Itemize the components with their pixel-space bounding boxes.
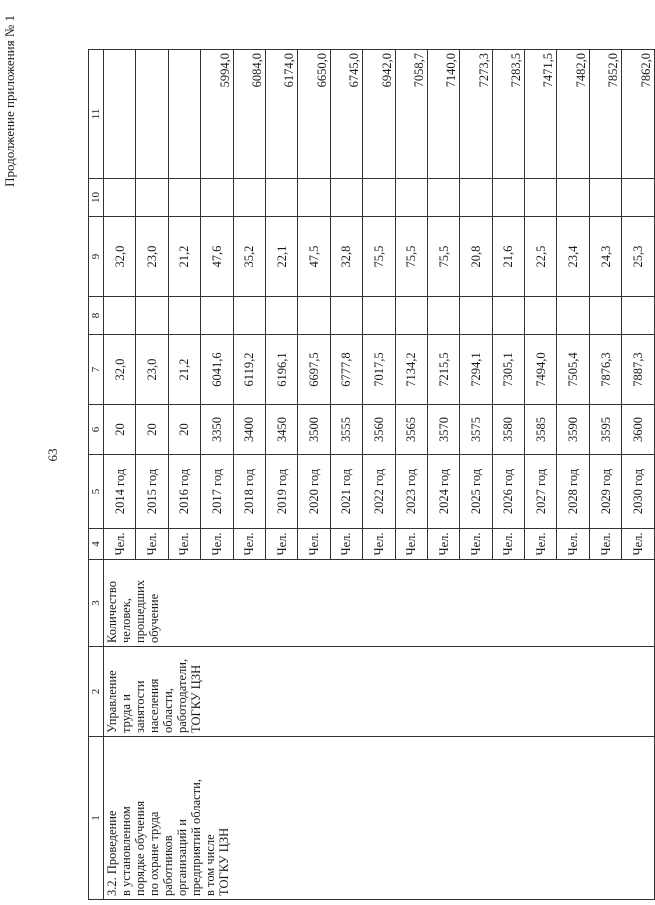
local-cell [427,179,459,217]
total-cell: 23,0 [136,335,168,405]
unit-cell: Чел. [168,529,200,560]
extrabudget-cell: 6942,0 [363,50,395,179]
total-cell: 6041,6 [201,335,233,405]
target-cell: 3570 [427,405,459,455]
local-cell [330,179,362,217]
local-cell [557,179,589,217]
unit-cell: Чел. [395,529,427,560]
unit-cell: Чел. [265,529,297,560]
federal-cell [136,297,168,335]
regional-cell: 35,2 [233,217,265,297]
target-cell: 3350 [201,405,233,455]
local-cell [136,179,168,217]
total-cell: 7305,1 [492,335,524,405]
year-cell: 2019 год [265,455,297,529]
unit-cell: Чел. [233,529,265,560]
federal-cell [557,297,589,335]
regional-cell: 20,8 [460,217,492,297]
year-cell: 2030 год [622,455,654,529]
federal-cell [525,297,557,335]
target-cell: 3575 [460,405,492,455]
table-row [104,50,136,900]
local-cell [622,179,654,217]
federal-cell [492,297,524,335]
continuation-note: Продолжение приложения № 1 [2,15,17,187]
page-number: 63 [45,448,60,462]
target-cell: 3565 [395,405,427,455]
regional-cell: 25,3 [622,217,654,297]
column-number-11: 11 [89,50,104,179]
total-cell: 6119,2 [233,335,265,405]
federal-cell [460,297,492,335]
year-cell: 2020 год [298,455,330,529]
target-cell: 20 [168,405,200,455]
local-cell [168,179,200,217]
target-cell: 3400 [233,405,265,455]
extrabudget-cell: 7862,0 [622,50,654,179]
extrabudget-cell [104,50,136,179]
federal-cell [233,297,265,335]
local-cell [460,179,492,217]
column-number-row [89,50,104,900]
measure-cell: 3.2. Проведение в установленном порядке обучения по охране труда работников организаций и предприятий области, в том числе ТОГКУ ЦЗН [104,737,655,900]
year-cell: 2023 год [395,455,427,529]
federal-cell [265,297,297,335]
extrabudget-cell: 7283,5 [492,50,524,179]
extrabudget-cell: 7852,0 [589,50,621,179]
executor-cell: Управление труда и занятости населения области, работодатели, ТОГКУ ЦЗН [104,647,655,737]
regional-cell: 32,0 [104,217,136,297]
extrabudget-cell: 6084,0 [233,50,265,179]
regional-cell: 23,4 [557,217,589,297]
target-cell: 3450 [265,405,297,455]
unit-cell: Чел. [427,529,459,560]
regional-cell: 47,5 [298,217,330,297]
extrabudget-cell: 7471,5 [525,50,557,179]
year-cell: 2017 год [201,455,233,529]
column-number-3: 3 [89,560,104,647]
column-number-9: 9 [89,217,104,297]
regional-cell: 32,8 [330,217,362,297]
regional-cell: 75,5 [427,217,459,297]
year-cell: 2026 год [492,455,524,529]
year-cell: 2029 год [589,455,621,529]
local-cell [265,179,297,217]
total-cell: 7134,2 [395,335,427,405]
year-cell: 2018 год [233,455,265,529]
year-cell: 2022 год [363,455,395,529]
local-cell [363,179,395,217]
unit-cell: Чел. [460,529,492,560]
column-number-1: 1 [89,737,104,900]
local-cell [104,179,136,217]
year-cell: 2015 год [136,455,168,529]
total-cell: 7017,5 [363,335,395,405]
federal-cell [363,297,395,335]
total-cell: 6196,1 [265,335,297,405]
extrabudget-cell [168,50,200,179]
indicator-cell: Количество человек, прошедших обучение [104,560,655,647]
target-cell: 3580 [492,405,524,455]
federal-cell [427,297,459,335]
unit-cell: Чел. [589,529,621,560]
unit-cell: Чел. [363,529,395,560]
federal-cell [589,297,621,335]
federal-cell [168,297,200,335]
target-cell: 3595 [589,405,621,455]
unit-cell: Чел. [557,529,589,560]
year-cell: 2028 год [557,455,589,529]
regional-cell: 21,6 [492,217,524,297]
federal-cell [104,297,136,335]
year-cell: 2024 год [427,455,459,529]
extrabudget-cell [136,50,168,179]
extrabudget-cell: 6174,0 [265,50,297,179]
column-number-7: 7 [89,335,104,405]
local-cell [492,179,524,217]
regional-cell: 75,5 [363,217,395,297]
column-number-10: 10 [89,179,104,217]
program-table [88,49,655,900]
year-cell: 2014 год [104,455,136,529]
unit-cell: Чел. [525,529,557,560]
local-cell [395,179,427,217]
extrabudget-cell: 7058,7 [395,50,427,179]
total-cell: 6697,5 [298,335,330,405]
local-cell [589,179,621,217]
local-cell [298,179,330,217]
total-cell: 21,2 [168,335,200,405]
column-number-6: 6 [89,405,104,455]
regional-cell: 75,5 [395,217,427,297]
target-cell: 3500 [298,405,330,455]
total-cell: 7876,3 [589,335,621,405]
target-cell: 3555 [330,405,362,455]
extrabudget-cell: 7273,3 [460,50,492,179]
local-cell [525,179,557,217]
unit-cell: Чел. [298,529,330,560]
extrabudget-cell: 6650,0 [298,50,330,179]
year-cell: 2016 год [168,455,200,529]
regional-cell: 47,6 [201,217,233,297]
local-cell [201,179,233,217]
target-cell: 20 [104,405,136,455]
column-number-4: 4 [89,529,104,560]
extrabudget-cell: 5994,0 [201,50,233,179]
total-cell: 7887,3 [622,335,654,405]
total-cell: 7294,1 [460,335,492,405]
column-number-8: 8 [89,297,104,335]
federal-cell [330,297,362,335]
extrabudget-cell: 7140,0 [427,50,459,179]
column-number-2: 2 [89,647,104,737]
regional-cell: 24,3 [589,217,621,297]
total-cell: 32,0 [104,335,136,405]
year-cell: 2025 год [460,455,492,529]
target-cell: 20 [136,405,168,455]
column-number-5: 5 [89,455,104,529]
total-cell: 7494,0 [525,335,557,405]
table-body [104,50,655,900]
extrabudget-cell: 7482,0 [557,50,589,179]
target-cell: 3585 [525,405,557,455]
federal-cell [201,297,233,335]
local-cell [233,179,265,217]
regional-cell: 22,1 [265,217,297,297]
total-cell: 6777,8 [330,335,362,405]
target-cell: 3600 [622,405,654,455]
regional-cell: 21,2 [168,217,200,297]
regional-cell: 23,0 [136,217,168,297]
regional-cell: 22,5 [525,217,557,297]
target-cell: 3590 [557,405,589,455]
unit-cell: Чел. [136,529,168,560]
federal-cell [622,297,654,335]
total-cell: 7505,4 [557,335,589,405]
year-cell: 2021 год [330,455,362,529]
year-cell: 2027 год [525,455,557,529]
target-cell: 3560 [363,405,395,455]
total-cell: 7215,5 [427,335,459,405]
unit-cell: Чел. [492,529,524,560]
extrabudget-cell: 6745,0 [330,50,362,179]
unit-cell: Чел. [622,529,654,560]
federal-cell [298,297,330,335]
unit-cell: Чел. [330,529,362,560]
federal-cell [395,297,427,335]
unit-cell: Чел. [201,529,233,560]
unit-cell: Чел. [104,529,136,560]
